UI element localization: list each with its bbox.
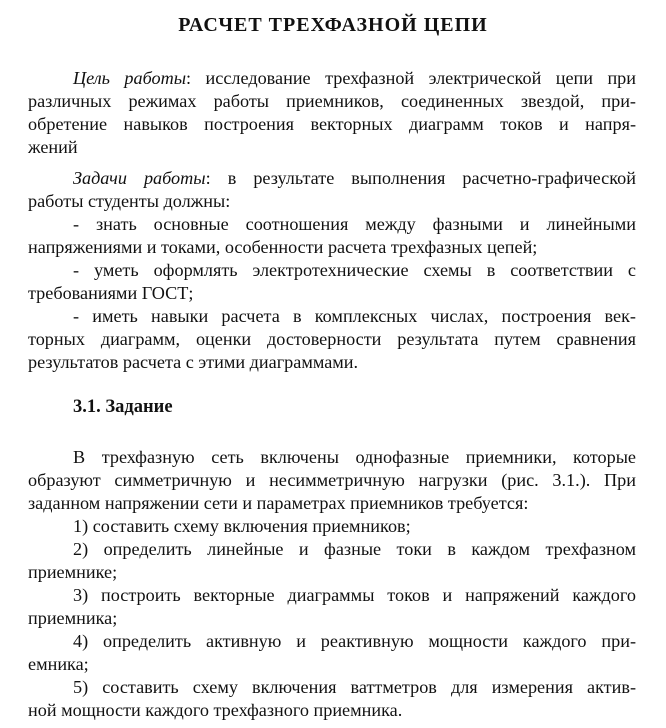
tasks-line [73, 167, 636, 190]
tasks-text: : в результате выполнения расчетно-графической [205, 168, 636, 188]
tasks-item: - уметь оформлять электротехнические схемы в соответствии с [73, 260, 636, 280]
section-item: 3) построить векторные диаграммы токов и напряжений каждого [73, 585, 636, 605]
section-line: заданном напряжении сети и параметрах приемников требуется: [28, 493, 529, 513]
page-title: РАСЧЕТ ТРЕХФАЗНОЙ ЦЕПИ [178, 14, 488, 36]
tasks-line: торных диаграмм, оценки достоверности результата путем сравнения [28, 329, 636, 349]
goal-line: различных режимах работы приемников, соединенных звездой, при- [28, 91, 636, 111]
section-line: ной мощности каждого трехфазного приемника. [28, 700, 403, 720]
section-line: емника; [28, 654, 89, 674]
section-item: 4) определить активную и реактивную мощности каждого при- [73, 631, 636, 651]
tasks-line: результатов расчета с этими диаграммами. [28, 352, 359, 372]
tasks-line: напряжениями и токами, особенности расчета трехфазных цепей; [28, 237, 538, 257]
section-line: приемника; [28, 608, 118, 628]
section-line: приемнике; [28, 562, 118, 582]
tasks-item: - иметь навыки расчета в комплексных числах, построения век- [73, 306, 636, 326]
section-item: 1) составить схему включения приемников; [73, 516, 411, 536]
tasks-label: Задачи работы [73, 168, 206, 188]
section-line: образуют симметричную и несимметричную нагрузки (рис. 3.1.). При [28, 470, 636, 490]
section-item: 2) определить линейные и фазные токи в каждом трехфазном [73, 539, 636, 559]
tasks-line: требованиями ГОСТ; [28, 283, 194, 303]
goal-text: : исследование трехфазной электрической цепи при [186, 68, 637, 88]
section-item: 5) составить схему включения ваттметров для измерения актив- [73, 677, 636, 697]
goal-line: обретение навыков построения векторных диаграмм токов и напря- [28, 114, 636, 134]
goal-line [73, 67, 636, 90]
section-line: В трехфазную сеть включены однофазные приемники, которые [73, 447, 636, 467]
section-heading: 3.1. Задание [73, 397, 173, 417]
tasks-line: работы студенты должны: [28, 191, 231, 211]
tasks-item: - знать основные соотношения между фазными и линейными [73, 214, 636, 234]
goal-line: жений [28, 137, 78, 157]
goal-label: Цель работы [73, 68, 187, 88]
